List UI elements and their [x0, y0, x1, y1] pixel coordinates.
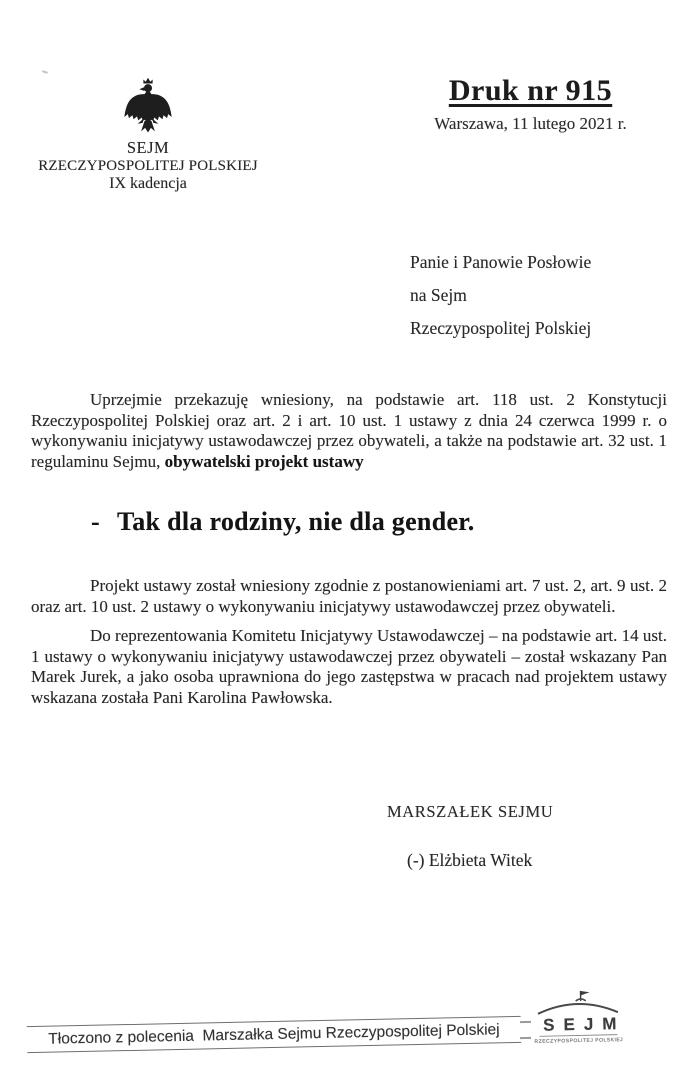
print-note-text: Tłoczono z polecenia Marszałka Sejmu Rzeczypospolitej Polskiej [48, 1021, 500, 1048]
document-number: Druk nr 915 [448, 74, 613, 107]
bill-title-text: Tak dla rodziny, nie dla gender. [116, 507, 475, 536]
signature-name: (-) Elżbieta Witek [407, 850, 533, 870]
paragraph-transmittal-text: Uprzejmie przekazuję wniesiony, na podstawie art. 118 ust. 2 Konstytucji Rzeczypospolitej Polskiej oraz art. 2 i art. 10 ust. 1 ustawy z dnia 24 czerwca 1999 r. o wykonywaniu inicjatywy ustawodawczej przez obywateli, a także na podstawie art. 32 ust. 1 regulaminu Sejmu, [31, 390, 667, 471]
signature-role: MARSZAŁEK SEJMU [387, 802, 554, 821]
sejm-logo [533, 987, 626, 1045]
paragraph-committee: Do reprezentowania Komitetu Inicjatywy Ustawodawczej – na podstawie art. 14 ust. 1 ustawy o wykonywaniu inicjatywy ustawodawczej przez obywateli – został wskazany Pan Marek Jurek, a jako osoba uprawniona do jego zastępstwa w pracach nad projektem ustawy wskazana została Pani Karolina Pawłowska. [31, 626, 667, 707]
bill-title-dash: - [91, 507, 100, 536]
bill-title [31, 502, 667, 542]
institution-country: RZECZYPOSPOLITEJ POLSKIEJ [38, 158, 258, 174]
addressee-block [410, 246, 591, 345]
institution-term: IX kadencja [109, 175, 187, 192]
header-institution-block [23, 76, 273, 193]
sejm-logo-text: SEJM [542, 1014, 626, 1035]
paragraph-legal-basis: Projekt ustawy został wniesiony zgodnie z postanowieniami art. 7 ust. 2, art. 9 ust. 2 oraz art. 10 ust. 2 ustawy o wykonywaniu inicjatywy ustawodawczej przez obywateli. [31, 576, 667, 616]
paragraph-transmittal [31, 390, 667, 472]
place-date: Warszawa, 11 lutego 2021 r. [434, 114, 627, 133]
addressee-line: na Sejm [410, 285, 467, 305]
print-note-box [27, 1016, 521, 1053]
paragraph-transmittal-bold: obywatelski projekt ustawy [164, 451, 364, 471]
scan-artifact [42, 70, 48, 74]
scan-artifact [520, 1021, 531, 1023]
document-body [31, 390, 667, 708]
addressee-line: Panie i Panowie Posłowie [410, 252, 592, 272]
sejm-logo-subtext: RZECZYPOSPOLITEJ POLSKIEJ [534, 1037, 624, 1045]
institution-name: SEJM [126, 138, 170, 157]
addressee-line: Rzeczypospolitej Polskiej [410, 318, 592, 338]
header-document-block [408, 74, 653, 134]
polish-eagle-icon [119, 76, 177, 136]
sejm-dome-flag-icon [534, 987, 621, 1015]
scan-artifact [520, 1037, 531, 1039]
